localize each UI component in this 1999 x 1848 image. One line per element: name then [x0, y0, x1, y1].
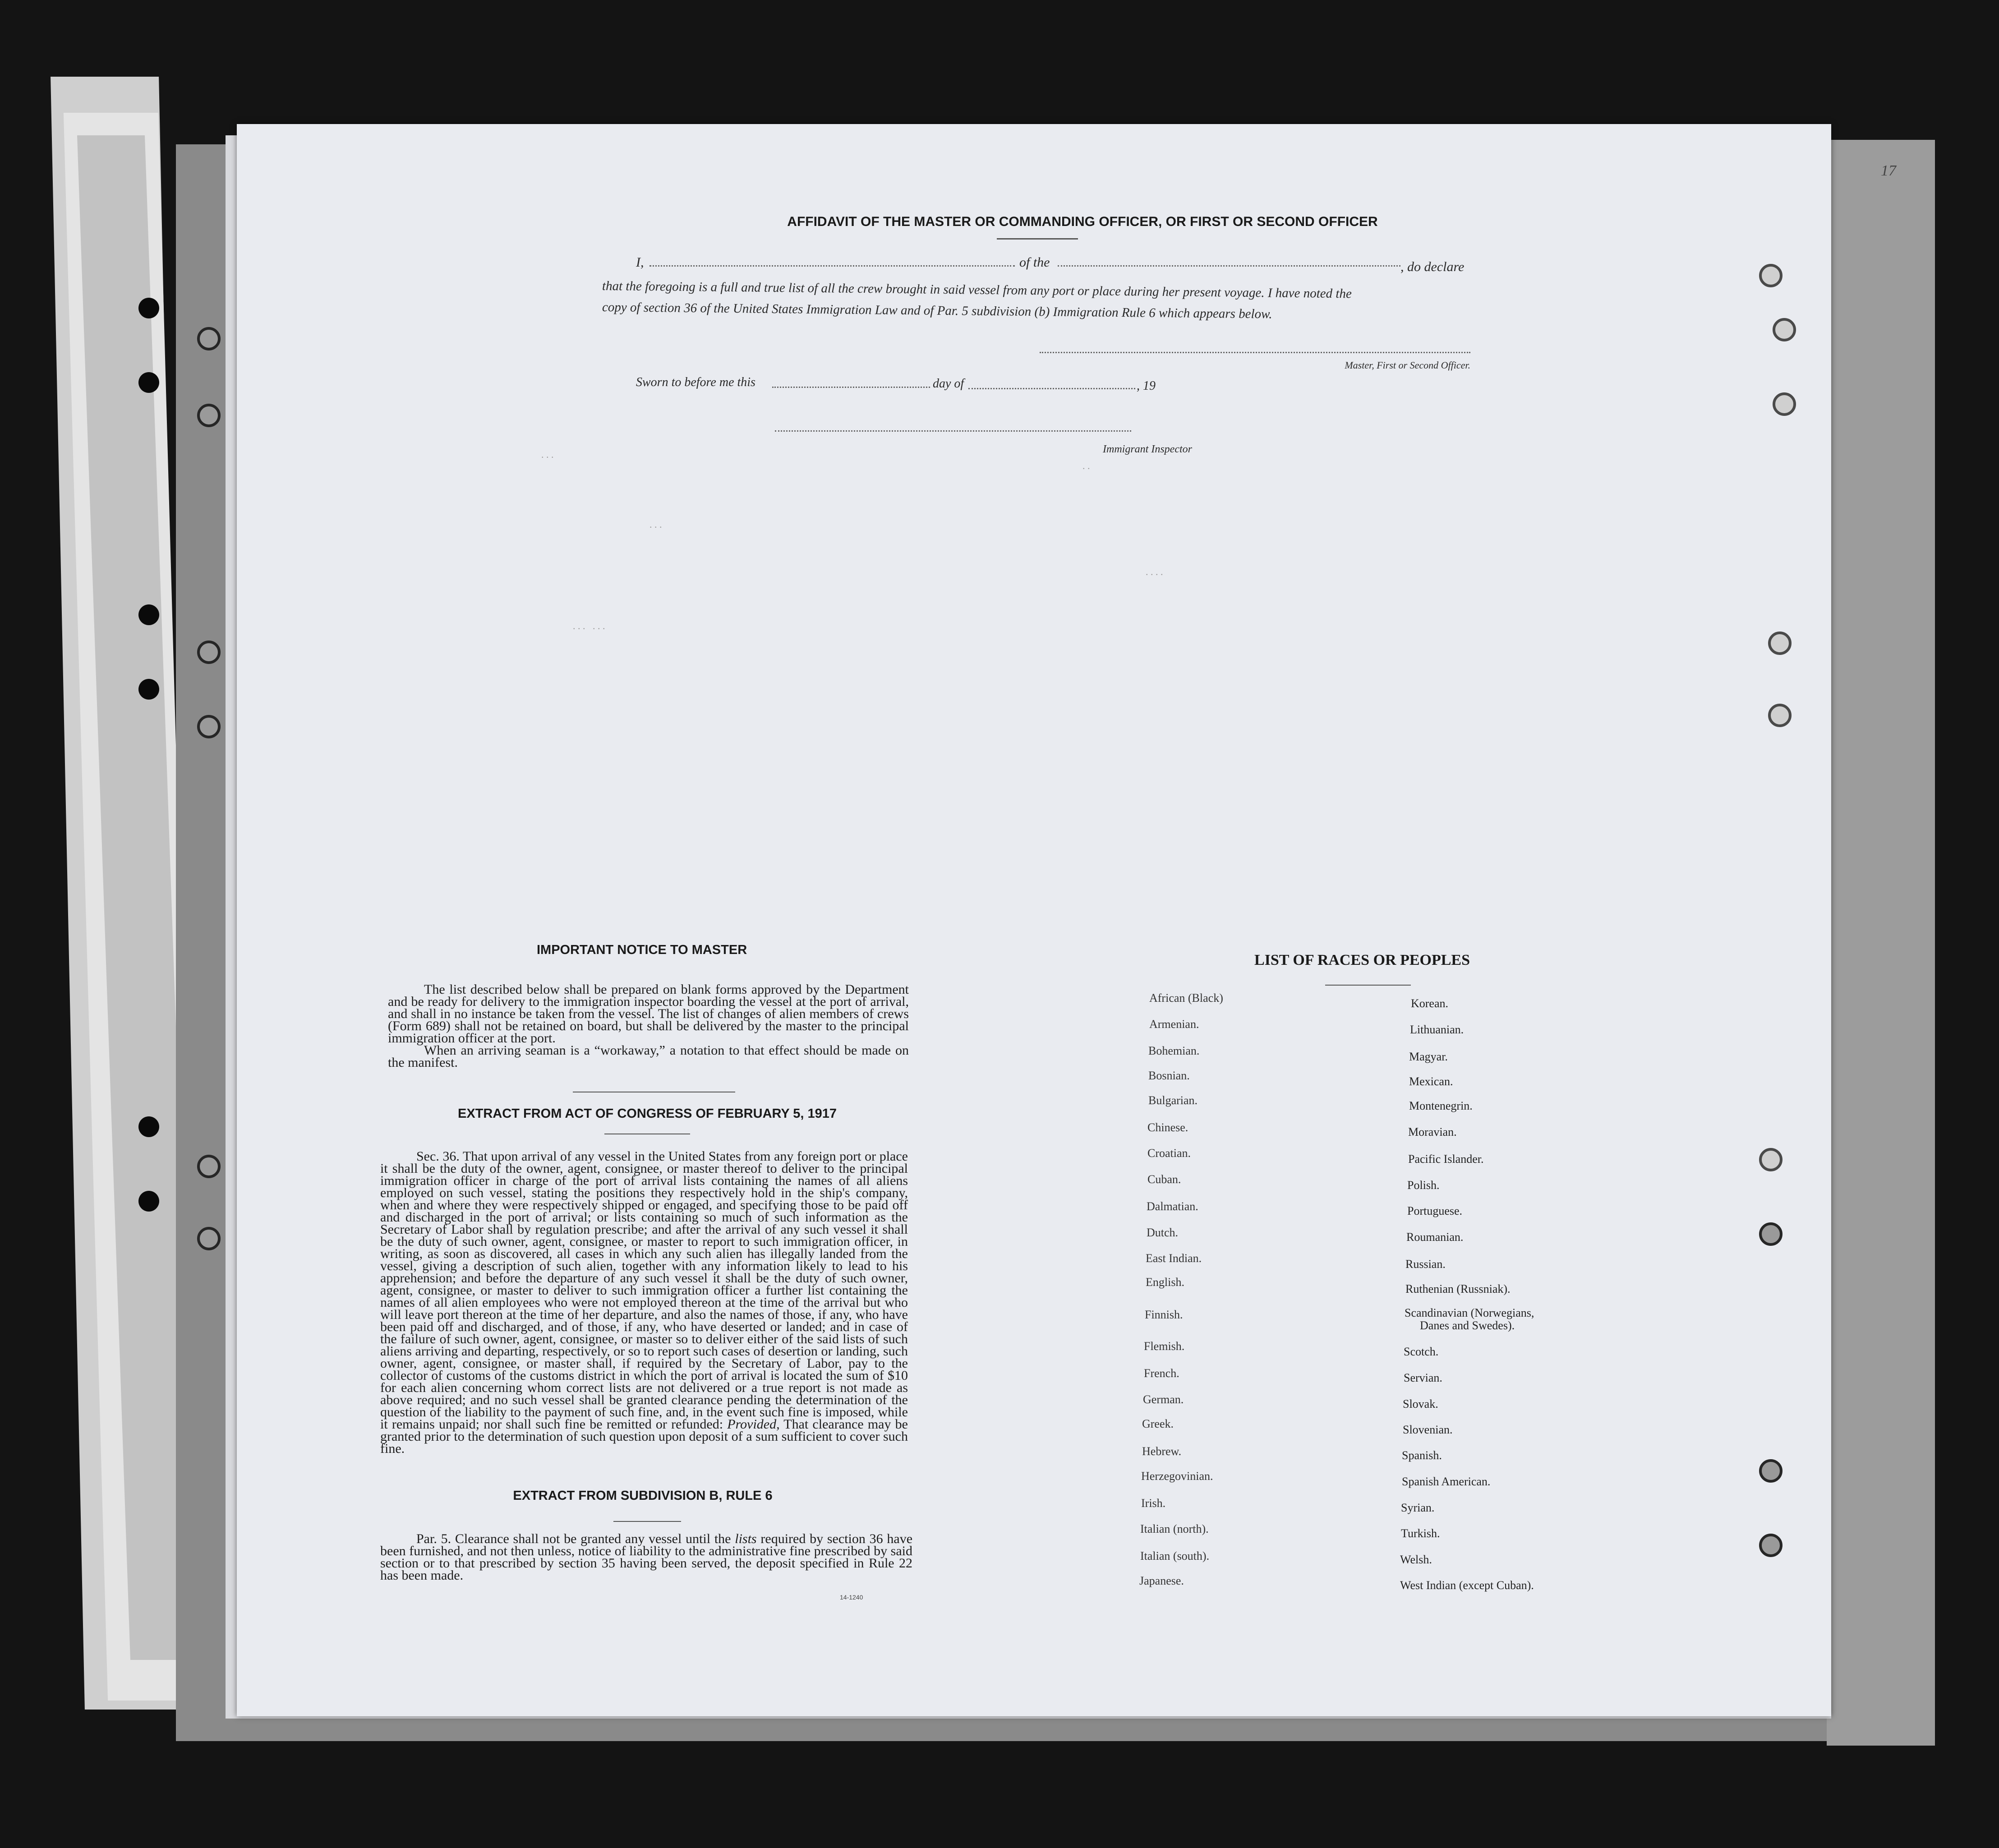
race-item: Greek. — [1142, 1417, 1174, 1430]
binder-hole — [138, 679, 159, 700]
race-item: Dalmatian. — [1147, 1200, 1198, 1213]
page-hole — [1759, 264, 1783, 287]
race-item: Portuguese. — [1407, 1204, 1463, 1217]
race-item: Slovak. — [1403, 1397, 1438, 1410]
race-item: Chinese. — [1147, 1121, 1188, 1134]
race-item: Ruthenian (Russniak). — [1405, 1282, 1511, 1295]
race-item: Cuban. — [1147, 1173, 1181, 1186]
race-item: Bosnian. — [1148, 1069, 1190, 1082]
race-item: Korean. — [1411, 997, 1449, 1010]
race-item: Bulgarian. — [1148, 1094, 1198, 1107]
rule-text-end: required by section 36 have been furnished, and not then unless, notice of liability to the administrative fine prescribed by said section or to that prescribed by section 35 having been served, the deposit specified in Rule 22 has been made. — [380, 1531, 913, 1583]
print-code: 14-1240 — [840, 1594, 863, 1601]
race-item: Italian (south). — [1140, 1549, 1210, 1562]
race-item: Flemish. — [1144, 1340, 1185, 1353]
page-hole — [1768, 631, 1792, 655]
race-item: Italian (north). — [1140, 1522, 1209, 1535]
race-item: Russian. — [1405, 1258, 1446, 1271]
binder-hole — [138, 1191, 159, 1212]
race-item: Irish. — [1141, 1497, 1166, 1510]
binder-hole — [138, 298, 159, 318]
race-item: East Indian. — [1146, 1252, 1202, 1265]
document-page — [237, 124, 1831, 1716]
affidavit-line1-start: I, — [636, 255, 644, 270]
master-signature-line[interactable] — [1040, 352, 1470, 353]
binder-ring — [197, 1227, 221, 1250]
page-hole — [1768, 704, 1792, 727]
rule-extract-title: EXTRACT FROM SUBDIVISION B, RULE 6 — [513, 1489, 773, 1503]
binder-hole — [138, 372, 159, 393]
notice-title: IMPORTANT NOTICE TO MASTER — [537, 943, 747, 957]
act-text: That upon arrival of any vessel in the United States from any foreign port or place it shall be the duty of the owner, agent, consignee, or master thereof to deliver to the principal immigration officer in charge of the port of arrival lists containing the names of all aliens employed on such vessel, stating the positions they respectively hold in the ship's company, when and where they were respectively shipped or engaged, and specifying those to be paid off and discharged in the port of arrival; or lists containing so much of such information as the Secretary of Labor shall by regulation prescribe; and after the arrival of any such vessel it shall be the duty of such owner, agent, consignee, or master to report to such immigration officer, in writing, as soon as discovered, all cases in which any such alien has illegally landed from the vessel, giving a description of such alien, together with any information likely to lead to his apprehension; and before the departure of any such vessel it shall be the duty of such owner, agent, consignee, or master to deliver to such immigration officer a further list containing the names of all alien employees who were not employed thereon at the time of the arrival but who will leave port thereon at the time of her departure, and also the names of those, if any, who have been paid off and discharged, and of those, if any, who have deserted or landed; and in case of the failure of such owner, agent, consignee, or master so to deliver either of the said lists of such aliens arriving and departing, respectively, or so to report such cases of desertion or landing, such owner, agent, consignee, or master shall, if required by the Secretary of Labor, pay to the collector of customs of the customs district in which the port of arrival is located the sum of $10 for each alien concerning whom correct lists are not delivered or a true report is not made as above required; and no such vessel shall be granted clearance pending the determination of the question of the liability to the payment of such fine, and, in the event such fine is imposed, while it remains unpaid; nor shall such fine be remitted or refunded: — [380, 1149, 908, 1432]
vessel-blank[interactable] — [1058, 265, 1400, 267]
race-item: Montenegrin. — [1409, 1099, 1473, 1112]
affidavit-line3: copy of section 36 of the United States Immigration Law and of Par. 5 subdivision (b) Immigration Rule 6 which appears below. — [602, 300, 1272, 322]
rule-extract-body — [380, 1533, 912, 1581]
section-rule — [1325, 985, 1411, 986]
page-hole — [1773, 318, 1796, 341]
stray-mark: . . . . . . — [573, 620, 605, 631]
page-hole — [1773, 392, 1796, 416]
race-item: Slovenian. — [1403, 1423, 1453, 1436]
race-item: Herzegovinian. — [1141, 1470, 1213, 1483]
race-item: Pacific Islander. — [1408, 1152, 1484, 1166]
binder-hole — [138, 604, 159, 625]
race-item: Bohemian. — [1148, 1044, 1200, 1057]
affidavit-line1-of: of the — [1019, 255, 1050, 270]
act-extract-title: EXTRACT FROM ACT OF CONGRESS OF FEBRUARY 5, 1917 — [457, 1106, 837, 1121]
binder-ring — [197, 715, 221, 738]
race-item: Roumanian. — [1406, 1230, 1464, 1244]
race-item: West Indian (except Cuban). — [1400, 1579, 1534, 1592]
binder-ring — [197, 404, 221, 427]
race-item: Turkish. — [1401, 1527, 1440, 1540]
page-hole — [1759, 1534, 1783, 1557]
page-hole — [1759, 1222, 1783, 1246]
race-item: Polish. — [1407, 1179, 1440, 1192]
race-item: Dutch. — [1147, 1226, 1179, 1239]
sworn-day-of: day of — [933, 377, 964, 391]
binder-ring — [197, 1155, 221, 1178]
binder-ring — [197, 641, 221, 664]
race-item: African (Black) — [1149, 991, 1223, 1005]
sworn-day-blank[interactable] — [772, 387, 930, 388]
race-item: Welsh. — [1400, 1553, 1432, 1566]
binder-ring — [197, 327, 221, 350]
notice-paragraph-2: When an arriving seaman is a “workaway,” a notation to that effect should be made on the manifest. — [388, 1043, 909, 1070]
title-rule — [997, 238, 1078, 240]
binder-hole — [138, 1116, 159, 1137]
provided-word: Provided, — [727, 1417, 780, 1432]
stray-mark: . . . . — [1146, 566, 1163, 577]
master-signature-label: Master, First or Second Officer. — [1345, 359, 1470, 371]
race-item: Scandinavian (Norwegians, — [1405, 1306, 1534, 1319]
sworn-start: Sworn to before me this — [636, 375, 755, 389]
affidavit-line2: that the foregoing is a full and true list of all the crew brought in said vessel from any port or place during her present voyage. I have noted the — [602, 279, 1352, 301]
race-item: Spanish American. — [1402, 1475, 1491, 1488]
race-item: Syrian. — [1401, 1501, 1435, 1514]
race-item-continuation: Danes and Swedes). — [1420, 1319, 1515, 1332]
inspector-signature-line[interactable] — [775, 430, 1131, 432]
lists-word: lists — [735, 1531, 757, 1546]
race-item: Mexican. — [1409, 1075, 1453, 1088]
act-text-end: That clearance may be granted prior to the determination of such question upon deposit of a sum sufficient to cover such fine. — [380, 1417, 908, 1456]
race-item: Japanese. — [1139, 1574, 1184, 1587]
act-extract-body — [380, 1150, 908, 1455]
section-rule — [613, 1521, 681, 1522]
race-item: French. — [1144, 1367, 1179, 1380]
race-item: Hebrew. — [1142, 1445, 1182, 1458]
page-hole — [1759, 1459, 1783, 1483]
race-item: Armenian. — [1149, 1018, 1199, 1031]
affidavit-line1-end: , do declare — [1400, 259, 1465, 274]
corner-mark: 17 — [1881, 162, 1896, 179]
name-blank[interactable] — [649, 265, 1015, 267]
race-item: Moravian. — [1408, 1125, 1457, 1138]
races-title: LIST OF RACES OR PEOPLES — [1254, 952, 1470, 968]
race-item: Scotch. — [1404, 1345, 1439, 1358]
page-hole — [1759, 1148, 1783, 1171]
stray-mark: . . . — [649, 519, 662, 530]
section-label: Sec. 36. — [416, 1149, 460, 1164]
race-item: Servian. — [1404, 1371, 1442, 1384]
race-item: Croatian. — [1147, 1147, 1191, 1160]
sworn-month-blank[interactable] — [968, 388, 1135, 389]
stray-mark: . . — [1082, 460, 1090, 471]
race-item: Finnish. — [1145, 1308, 1183, 1321]
sworn-year: , 19 — [1137, 379, 1156, 393]
affidavit-title: AFFIDAVIT OF THE MASTER OR COMMANDING OFFICER, OR FIRST OR SECOND OFFICER — [787, 214, 1378, 229]
binder-edge — [1827, 140, 1935, 1746]
race-item: English. — [1146, 1276, 1184, 1289]
race-item: Spanish. — [1402, 1449, 1442, 1462]
notice-paragraph-1: The list described below shall be prepared on blank forms approved by the Department and be ready for delivery to the immigration inspector boarding the vessel at the port of arrival, and shall in no instance be taken from the vessel. The list of changes of alien members of crews (Form 689) shall not be retained on board, but shall be delivered by the master to the principal immigration officer at the port. — [388, 982, 909, 1046]
race-item: Lithuanian. — [1410, 1023, 1464, 1036]
race-item: Magyar. — [1409, 1050, 1448, 1063]
race-item: German. — [1143, 1393, 1184, 1406]
rule-text: Par. 5. Clearance shall not be granted any vessel until the — [416, 1531, 731, 1546]
inspector-label: Immigrant Inspector — [1103, 443, 1192, 455]
stray-mark: . . . — [541, 449, 554, 460]
